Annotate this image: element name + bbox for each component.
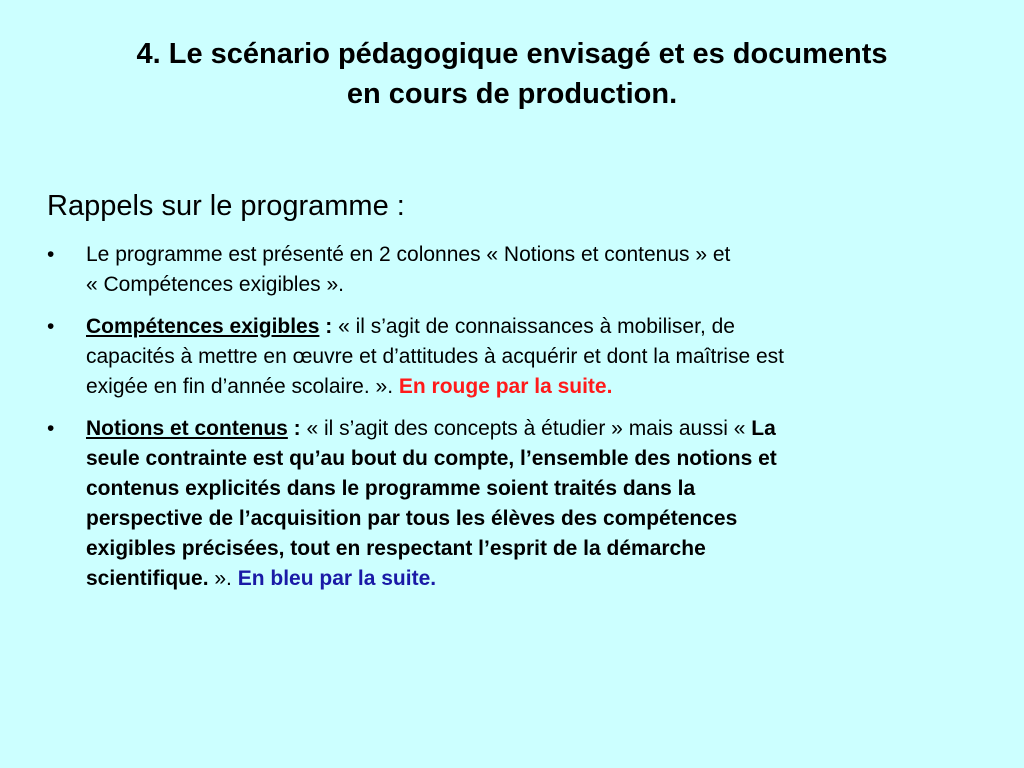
bullet-heading: Notions et contenus xyxy=(86,417,288,440)
title-line-2: en cours de production. xyxy=(346,78,678,110)
bullet-dot: • xyxy=(47,417,55,440)
slide-title xyxy=(40,34,984,114)
heading-colon: : xyxy=(287,417,301,440)
bullet-text: « il s’agit des concepts à étudier » mais aussi « xyxy=(300,417,752,440)
bullet-text-line: Le programme est présenté en 2 colonnes « Notions et contenus » et xyxy=(86,243,731,266)
bullet-item-competences xyxy=(47,312,947,402)
heading-colon: : xyxy=(319,315,333,338)
bullet-bold-line: exigibles précisées, tout en respectant l’esprit de la démarche xyxy=(86,537,706,560)
bullet-text: « il s’agit de connaissances à mobiliser, de xyxy=(332,315,735,338)
bullet-text: exigée en fin d’année scolaire. ». xyxy=(86,375,399,398)
title-line-1: 4. Le scénario pédagogique envisagé et es documents xyxy=(136,38,888,70)
blue-highlight-note: En bleu par la suite. xyxy=(237,567,437,590)
bullet-dot: • xyxy=(47,243,55,266)
bullet-text: ». xyxy=(208,567,238,590)
bullet-text-line: « Compétences exigibles ». xyxy=(86,273,344,296)
red-highlight-note: En rouge par la suite. xyxy=(398,375,613,398)
bullet-text-line xyxy=(86,564,947,594)
bullet-dot: • xyxy=(47,315,55,338)
bullet-bold-line: seule contrainte est qu’au bout du compte, l’ensemble des notions et xyxy=(86,447,777,470)
bullet-item-notions xyxy=(47,414,947,594)
bullet-heading: Compétences exigibles xyxy=(86,315,320,338)
bullet-text-line xyxy=(86,312,947,342)
section-subtitle: Rappels sur le programme : xyxy=(47,190,405,222)
bullet-bold-line: perspective de l’acquisition par tous les élèves des compétences xyxy=(86,507,738,530)
bullet-item-programme xyxy=(47,240,947,300)
bullet-text-line xyxy=(86,372,947,402)
bullet-text-line xyxy=(86,414,947,444)
bullet-bold-line: contenus explicités dans le programme soient traités dans la xyxy=(86,477,696,500)
bullet-bold-text: scientifique. xyxy=(86,567,209,590)
bullet-list xyxy=(47,240,947,606)
bullet-bold-text: La xyxy=(751,417,776,440)
bullet-text-line: capacités à mettre en œuvre et d’attitudes à acquérir et dont la maîtrise est xyxy=(86,345,785,368)
